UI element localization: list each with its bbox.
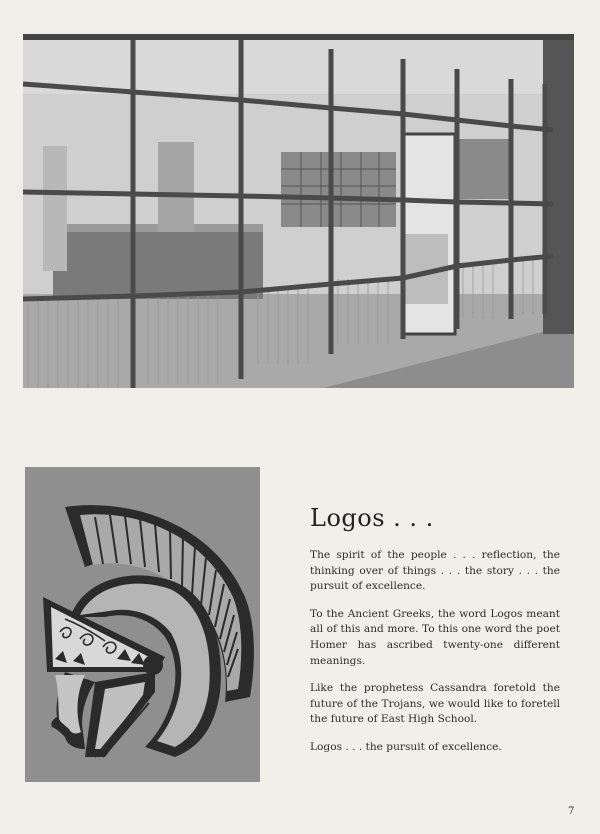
article-paragraph-2: To the Ancient Greeks, the word Logos meant all of this and more. To this one word the poet Homer has ascribed twenty-one different meanings. [310,607,560,667]
page-number: 7 [568,806,575,817]
article-paragraph-4: Logos . . . the pursuit of excellence. [310,740,502,753]
article-paragraph-1: The spirit of the people . . . reflection, the thinking over of things . . . the story . . . the pursuit of excellence. [310,549,560,593]
office-photo [23,34,574,388]
article [310,504,560,768]
article-paragraph-3: Like the prophetess Cassandra foretold the future of the Trojans, we would like to foretell the future of East High School. [310,682,560,726]
article-title: Logos . . . [310,504,434,532]
office-glass-wall-photo-icon [23,34,574,388]
trojan-helmet-emblem-icon [25,467,260,782]
trojan-emblem-photo [25,467,260,782]
